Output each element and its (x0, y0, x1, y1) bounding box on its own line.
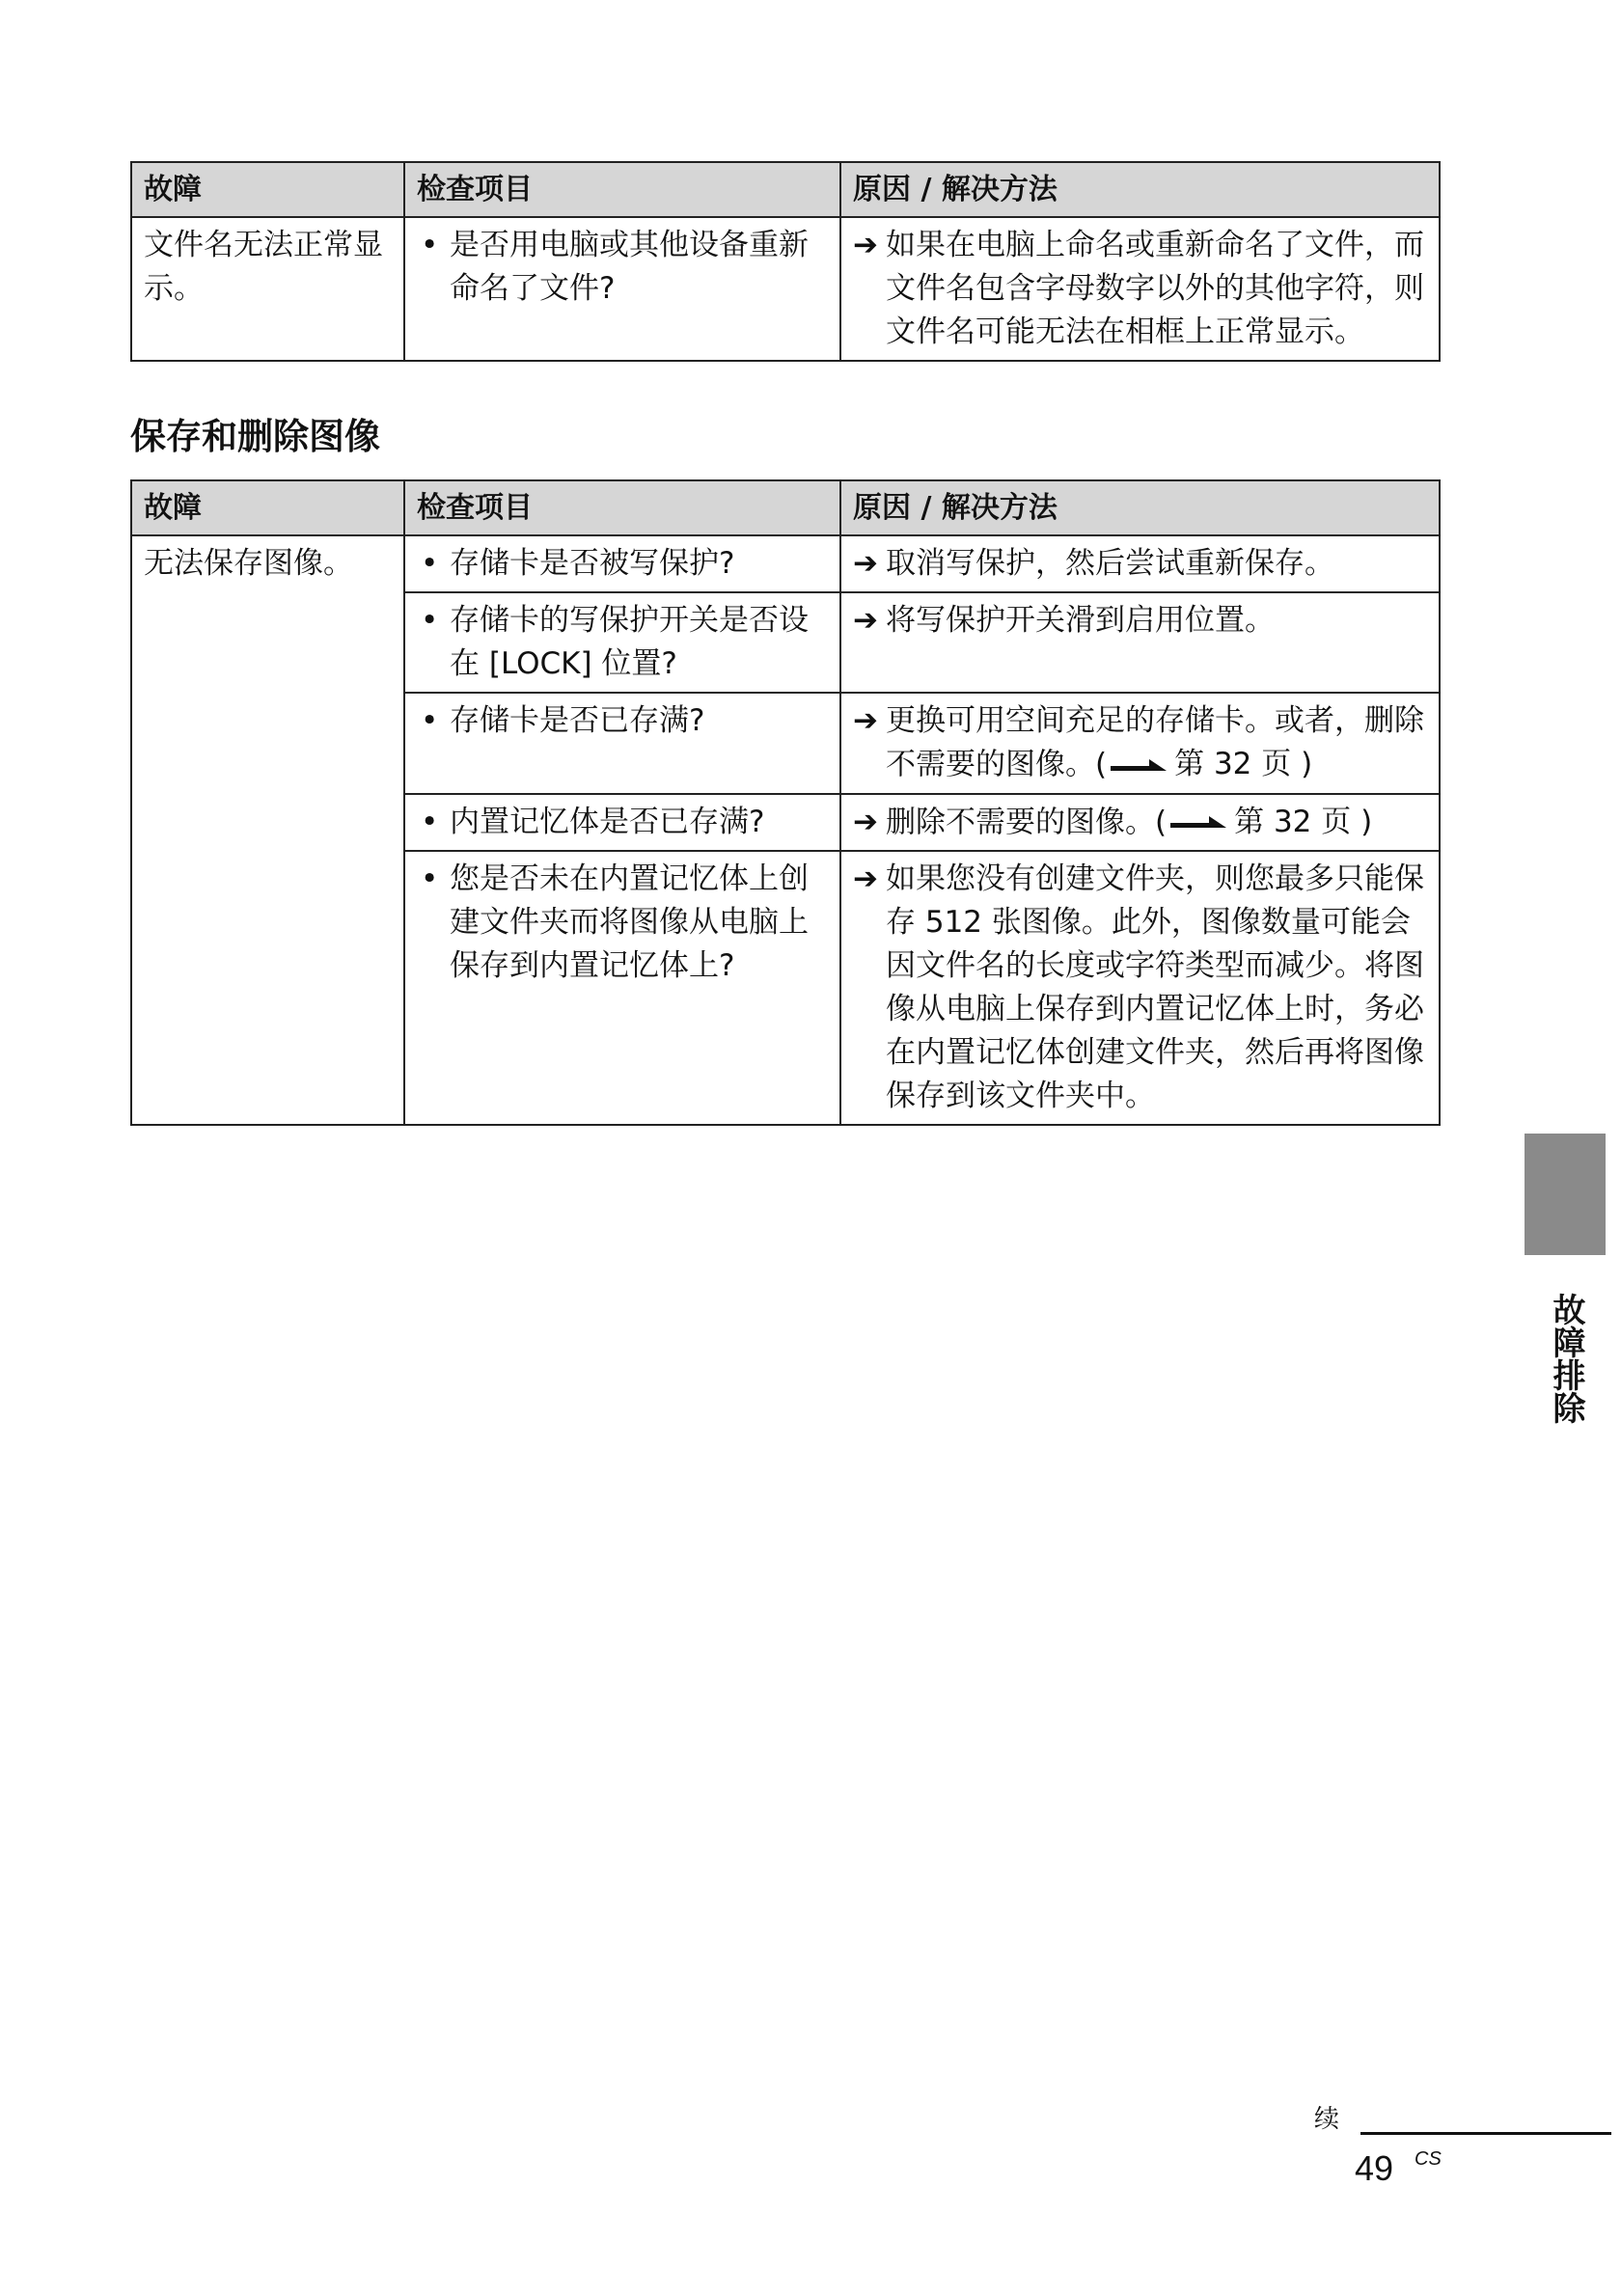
header-symptom: 故障 (131, 480, 404, 535)
page-reference-text: 第 32 页 ) (1234, 804, 1373, 839)
symptom-cell (131, 535, 404, 1125)
bullet-icon: • (421, 546, 439, 581)
check-text: 是否用电脑或其他设备重新命名了文件? (450, 228, 809, 306)
solution-cell (840, 693, 1440, 794)
symptom-text: 无法保存图像。 (144, 546, 353, 581)
bullet-icon: • (421, 603, 439, 638)
header-solution: 原因 / 解决方法 (840, 162, 1440, 217)
arrow-right-icon: ➔ (853, 861, 878, 896)
reference-arrow-icon (1170, 812, 1226, 832)
solution-text: 删除不需要的图像。( (886, 805, 1168, 839)
header-check: 检查项目 (404, 162, 840, 217)
arrow-right-icon: ➔ (853, 546, 878, 581)
symptom-text: 文件名无法正常显示。 (144, 228, 383, 306)
bullet-icon: • (421, 703, 439, 738)
check-text: 内置记忆体是否已存满? (450, 804, 765, 839)
solution-text: 更换可用空间充足的存储卡。或者，删除不需要的图像。( (886, 703, 1424, 782)
arrow-right-icon: ➔ (853, 603, 878, 638)
bullet-icon: • (421, 861, 439, 896)
section-title: 保存和删除图像 (130, 416, 380, 457)
check-text: 您是否未在内置记忆体上创建文件夹而将图像从电脑上保存到内置记忆体上? (450, 861, 809, 983)
header-solution: 原因 / 解决方法 (840, 480, 1440, 535)
arrow-right-icon: ➔ (853, 228, 878, 262)
bullet-icon: • (421, 804, 439, 839)
header-symptom: 故障 (131, 162, 404, 217)
troubleshooting-table-filename (130, 161, 1441, 362)
page-reference (1107, 743, 1312, 786)
check-cell (404, 794, 840, 852)
chapter-label: 故障排除 (1547, 1293, 1585, 1424)
arrow-right-icon: ➔ (853, 804, 878, 839)
check-cell (404, 592, 840, 693)
page-reference-text: 第 32 页 ) (1174, 747, 1313, 781)
solution-cell (840, 217, 1440, 361)
footer-rule (1360, 2132, 1611, 2135)
continued-label: 续 (1314, 2105, 1340, 2134)
table-header-row (131, 162, 1440, 217)
check-text: 存储卡是否被写保护? (450, 546, 735, 581)
arrow-right-icon: ➔ (853, 703, 878, 738)
page-language-code: CS (1415, 2148, 1442, 2170)
table-row (131, 535, 1440, 592)
reference-arrow-icon (1111, 755, 1167, 775)
check-cell (404, 535, 840, 592)
page-number: 49 (1355, 2148, 1394, 2188)
solution-text: 将写保护开关滑到启用位置。 (886, 603, 1275, 638)
table-header-row (131, 480, 1440, 535)
solution-cell (840, 851, 1440, 1125)
check-text: 存储卡的写保护开关是否设在 [LOCK] 位置? (450, 603, 809, 681)
page-reference (1167, 801, 1372, 844)
troubleshooting-table-save-delete (130, 479, 1441, 1126)
table-row (131, 217, 1440, 361)
check-cell (404, 851, 840, 1125)
check-cell (404, 217, 840, 361)
solution-cell (840, 592, 1440, 693)
check-text: 存储卡是否已存满? (450, 703, 705, 738)
symptom-cell (131, 217, 404, 361)
bullet-icon: • (421, 228, 439, 262)
check-cell (404, 693, 840, 794)
solution-cell (840, 535, 1440, 592)
solution-text: 如果在电脑上命名或重新命名了文件，而文件名包含字母数字以外的其他字符，则文件名可能无法在相框上正常显示。 (886, 228, 1424, 349)
solution-cell (840, 794, 1440, 852)
chapter-tab (1525, 1134, 1606, 1255)
solution-text: 取消写保护，然后尝试重新保存。 (886, 546, 1334, 581)
header-check: 检查项目 (404, 480, 840, 535)
solution-text: 如果您没有创建文件夹，则您最多只能保存 512 张图像。此外，图像数量可能会因文件名的长度或字符类型而减少。将图像从电脑上保存到内置记忆体上时，务必在内置记忆体创建文件夹，然后再将图像保存到该文件夹中。 (886, 861, 1424, 1113)
